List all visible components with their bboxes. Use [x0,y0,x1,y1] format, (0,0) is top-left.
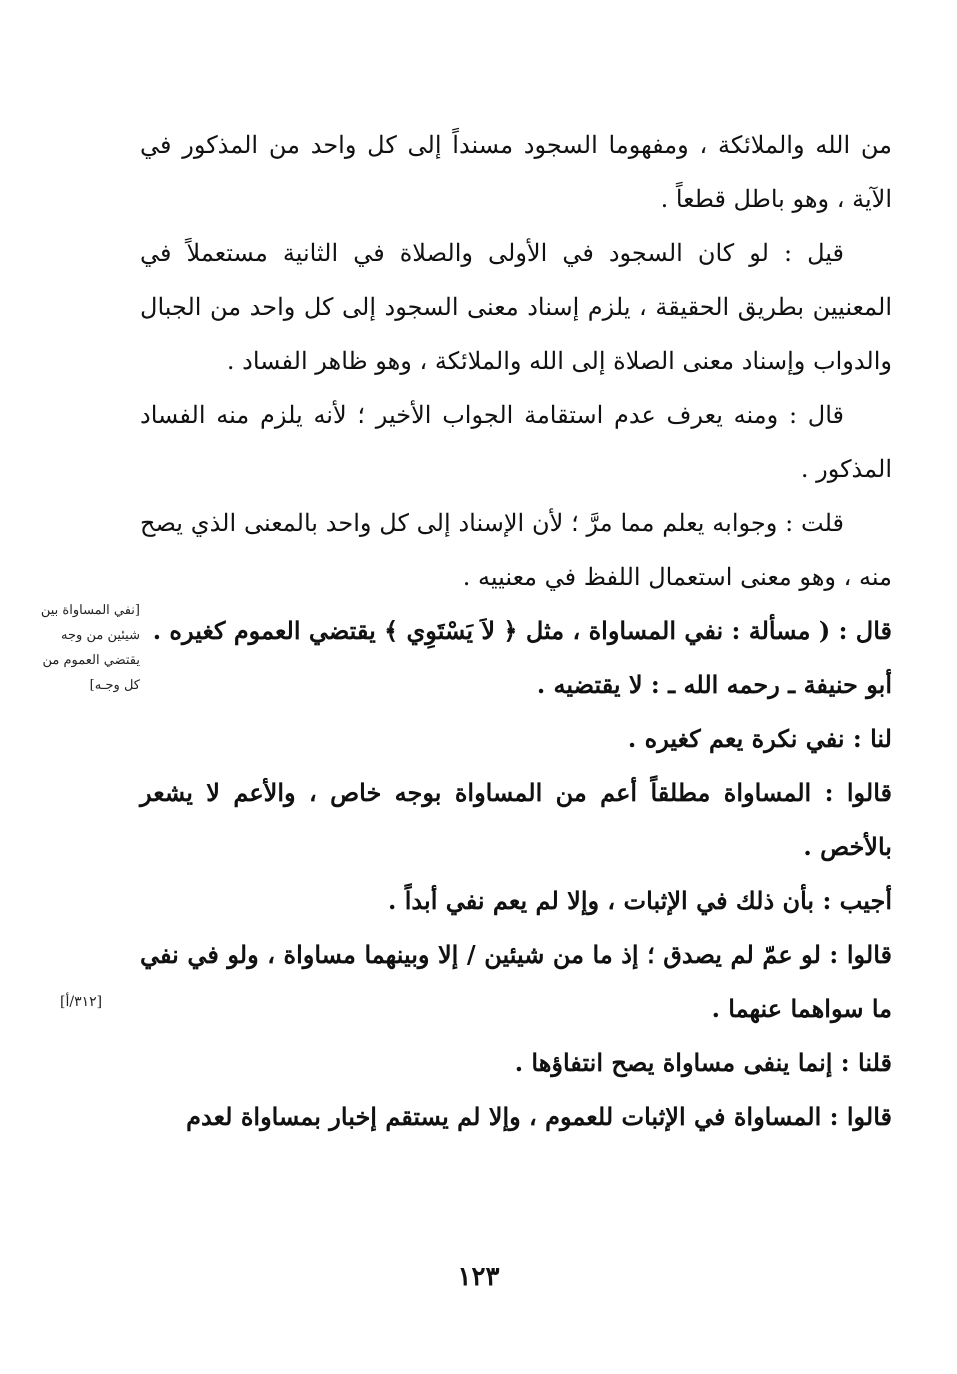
paragraph-3: قال : ومنه يعرف عدم استقامة الجواب الأخير ؛ لأنه يلزم منه الفساد المذكور . [140,401,892,483]
paragraph-10-matn: قالوا : لو عمّ لم يصدق ؛ إذ ما من شيئين / إلا وبينهما مساواة ، ولو في نفي ما سواهما عنهما . [140,940,892,1023]
paragraph-1: من الله والملائكة ، ومفهوما السجود مسنداً إلى كل واحد من المذكور في الآية ، وهو باطل قطعاً . [140,131,892,213]
paragraph-2: قيل : لو كان السجود في الأولى والصلاة في الثانية مستعملاً في المعنيين بطريق الحقيقة ، يلزم إسناد معنى السجود إلى كل واحد من الجبال والدواب وإسناد معنى الصلاة إلى الله والملائكة ، وهو ظاهر الفساد . [140,239,892,375]
paragraph-12-matn: قالوا : المساواة في الإثبات للعموم ، وإلا لم يستقم إخبار بمساواة لعدم [186,1102,892,1131]
paragraph-4: قلت : وجوابه يعلم مما مرَّ ؛ لأن الإسناد إلى كل واحد بالمعنى الذي يصح منه ، وهو معنى استعمال اللفظ في معنييه . [140,509,892,591]
paragraph-9-matn: أجيب : بأن ذلك في الإثبات ، وإلا لم يعم نفي أبداً . [388,886,892,915]
paragraph-5-matn: قال : ( مسألة : نفي المساواة ، مثل ﴿ لاَ يَسْتَوِي ﴾ يقتضي العموم كغيره . [152,616,892,645]
folio-reference: [٣١٢/أ] [60,994,103,1010]
paragraph-6-matn: أبو حنيفة ـ رحمه الله ـ : لا يقتضيه . [536,670,892,699]
paragraph-11-matn: قلنا : إنما ينفى مساواة يصح انتفاؤها . [514,1048,892,1077]
main-text-block [140,118,892,1144]
paragraph-7-matn: لنا : نفي نكرة يعم كغيره . [627,724,892,753]
page-number: ١٢٣ [457,1262,500,1292]
margin-note: [نفي المساواة بين شيئين من وجه يقتضي العموم من كل وجـه] [40,603,140,693]
paragraph-8-matn: قالوا : المساواة مطلقاً أعم من المساواة بوجه خاص ، والأعم لا يشعر بالأخص . [140,778,892,861]
